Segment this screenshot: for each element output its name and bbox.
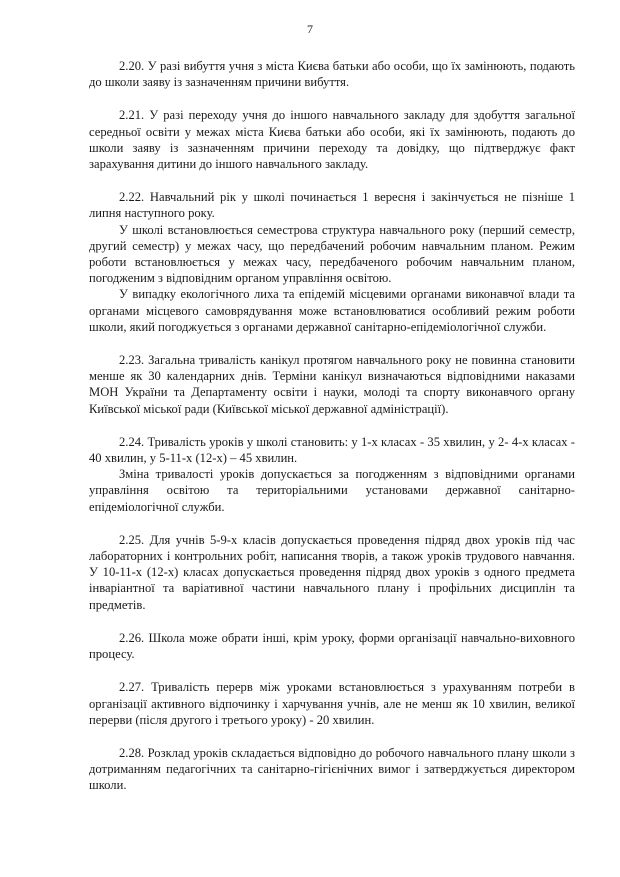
paragraph-2-27: 2.27. Тривалість перерв між уроками встановлюється з урахуванням потреби в організації активного відпочинку і харчування учнів, але не менш як 10 хвилин, великої перерви (після другого і третього уроку) - 20 хвилин. xyxy=(89,680,575,727)
paragraph-2-22: 2.22. Навчальний рік у школі починається 1 вересня і закінчується не пізніше 1 липня наступного року. xyxy=(89,190,575,221)
paragraph-gap xyxy=(89,515,575,532)
paragraph-2-20: 2.20. У разі вибуття учня з міста Києва батьки або особи, що їх замінюють, подають до школи заяву із зазначенням причини вибуття. xyxy=(89,59,575,90)
paragraph-2-24-change: Зміна тривалості уроків допускається за погодженням з відповідними органами управління освітою та територіальними установами державної санітарно-епідеміологічної служби. xyxy=(89,467,575,514)
paragraph-2-22-emergency: У випадку екологічного лиха та епідемій місцевими органами виконавчої влади та органами місцевого самоврядування може встановлюватися особливий режим роботи школи, який погоджується з органами державної санітарно-епідеміологічної служби. xyxy=(89,287,575,334)
paragraph-2-22-semester: У школі встановлюється семестрова структура навчального року (перший семестр, другий семестр) у межах часу, що передбачений робочим навчальним планом. Режим роботи встановлюється у межах часу, передбаченого робочим навчальним планом, погодженим з відповідним органом управління освітою. xyxy=(89,222,575,286)
paragraph-gap xyxy=(89,90,575,107)
paragraph-2-28: 2.28. Розклад уроків складається відповідно до робочого навчального плану школи з дотриманням педагогічних та санітарно-гігієнічних вимог і затверджується директором школи. xyxy=(89,745,575,793)
paragraph-2-24: 2.24. Тривалість уроків у школі становить: у 1-х класах - 35 хвилин, у 2- 4-х класах - 40 хвилин, у 5-11-х (12-х) – 45 хвилин. xyxy=(89,434,575,466)
paragraph-gap xyxy=(89,172,575,189)
page-number: 7 xyxy=(307,22,313,36)
paragraph-2-26: 2.26. Школа може обрати інші, крім уроку, форми організації навчально-виховного процесу. xyxy=(89,630,575,662)
paragraph-2-23: 2.23. Загальна тривалість канікул протягом навчального року не повинна становити менше як 30 календарних днів. Терміни канікул визначаються відповідними наказами МОН України та Департаменту освіти і науки, молоді та спорту виконавчого органу Київської міської ради (Київської міської державної адміністрації). xyxy=(89,353,575,416)
paragraph-gap xyxy=(89,662,575,679)
paragraph-2-21: 2.21. У разі переходу учня до іншого навчального закладу для здобуття загальної середньої освіти у межах міста Києва батьки або особи, які їх замінюють, подають до школи заяву із зазначенням причини переходу та довідку, що підтверджує факт зарахування дитини до іншого навчального закладу. xyxy=(89,108,575,172)
paragraph-gap xyxy=(89,613,575,630)
paragraph-gap xyxy=(89,728,575,745)
paragraph-gap xyxy=(89,335,575,352)
document-body xyxy=(89,58,575,794)
paragraph-gap xyxy=(89,417,575,434)
paragraph-2-25: 2.25. Для учнів 5-9-х класів допускається проведення підряд двох уроків під час лабораторних і контрольних робіт, написання творів, а також уроків трудового навчання. У 10-11-х (12-х) класах допускається проведення підряд двох уроків з одного предмета інваріантної та варіативної частини навчального плану і профільних дисциплін та предметів. xyxy=(89,532,575,612)
